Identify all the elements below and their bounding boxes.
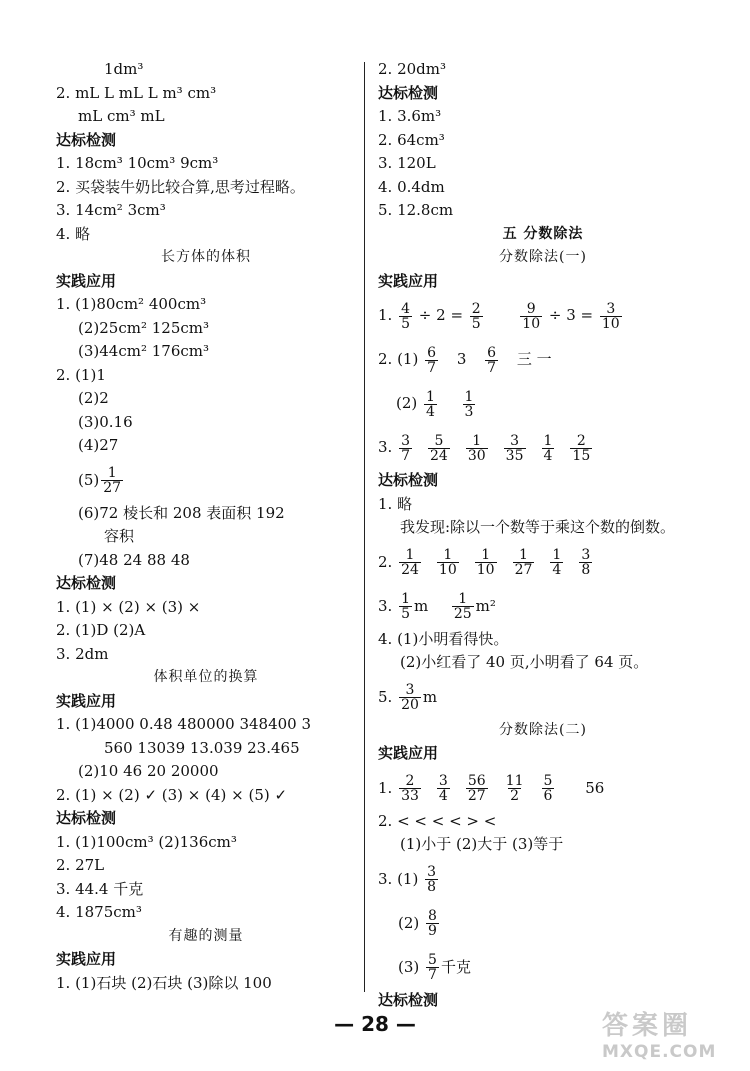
numerator: 11 <box>505 773 524 789</box>
answer-line <box>378 766 708 810</box>
fraction <box>550 548 563 577</box>
numerator: 5 <box>428 952 437 968</box>
item-label: (2) <box>396 394 418 412</box>
numerator: 4 <box>401 300 411 317</box>
answer-line: 2. mL L mL L m³ cm³ <box>56 83 217 102</box>
page-number: — 28 — <box>334 1012 416 1036</box>
fraction <box>579 548 592 577</box>
answer-line <box>378 584 708 628</box>
answer-line: (6)72 棱长和 208 表面积 192 <box>78 503 285 522</box>
answer-line: 2. (1) × (2) ✓ (3) × (4) × (5) ✓ <box>56 785 288 804</box>
denominator: 5 <box>401 315 411 332</box>
answer-line: 1. 3.6m³ <box>378 107 442 125</box>
denominator: 20 <box>401 697 419 713</box>
answer-line: 3. 120L <box>378 154 436 172</box>
answer-line: (1)小于 (2)大于 (3)等于 <box>400 835 564 853</box>
item-label: (5) <box>78 470 100 489</box>
answer-line: 2. 20dm³ <box>378 60 447 78</box>
item-number: 2. <box>378 552 393 571</box>
answer-value: 3 <box>456 350 467 368</box>
item-number: 1. <box>378 306 393 324</box>
fraction <box>466 434 488 463</box>
item-label: (2) <box>398 913 420 932</box>
denominator: 7 <box>428 967 437 983</box>
fraction <box>425 346 438 375</box>
answer-line: 3. 44.4 千克 <box>56 879 144 898</box>
denominator: 24 <box>430 447 448 464</box>
answer-line <box>378 857 708 901</box>
answer-line <box>378 293 708 337</box>
numerator: 3 <box>405 682 415 698</box>
answer-line: 1dm³ <box>104 60 144 78</box>
answer-line <box>378 381 708 425</box>
section-heading: 达标检测 <box>378 990 439 1009</box>
section-heading: 实践应用 <box>378 271 439 290</box>
fraction <box>425 865 438 894</box>
denominator: 25 <box>453 606 472 622</box>
right-column <box>378 58 708 1012</box>
section-heading: 达标检测 <box>56 574 117 592</box>
answer-line: 2. < < < < > < <box>378 811 497 830</box>
unit: m <box>414 596 429 615</box>
answer-line: 1. (1)100cm³ (2)136cm³ <box>56 832 237 851</box>
answer-line: (2)10 46 20 20000 <box>78 762 219 780</box>
answer-line: (2)小红看了 40 页,小明看了 64 页。 <box>400 653 649 671</box>
numerator: 2 <box>576 432 586 449</box>
lesson-title: 长方体的体积 <box>161 249 251 265</box>
numerator: 1 <box>401 591 411 607</box>
fraction <box>399 592 412 621</box>
denominator: 3 <box>464 403 474 420</box>
numerator: 1 <box>481 547 491 563</box>
answer-line: 1. 18cm³ 10cm³ 9cm³ <box>56 154 219 172</box>
denominator: 10 <box>438 562 457 578</box>
fraction <box>424 390 437 419</box>
answer-line: 2. 64cm³ <box>378 130 445 149</box>
answer-line: 3. 2dm <box>56 644 109 663</box>
fraction <box>600 302 622 331</box>
answer-line: (4)27 <box>78 436 119 454</box>
watermark-text: 答案圈 <box>602 1011 693 1041</box>
fraction <box>542 434 555 463</box>
watermark-url: MXQE.COM <box>602 1042 717 1062</box>
fraction <box>470 302 483 331</box>
answer-line: 2. (1)D (2)A <box>56 621 146 639</box>
fraction <box>399 683 421 712</box>
numerator: 3 <box>606 300 616 317</box>
numerator: 1 <box>458 591 468 607</box>
fraction <box>475 548 497 577</box>
item-number: 3. <box>378 596 393 615</box>
numerator: 9 <box>526 300 536 317</box>
section-heading: 达标检测 <box>378 83 439 102</box>
answer-line: 2. 买袋装牛奶比较合算,思考过程略。 <box>56 177 305 196</box>
numerator: 1 <box>519 547 528 563</box>
operator: ÷ 2 = <box>418 306 464 324</box>
denominator: 9 <box>428 923 437 939</box>
answer-line <box>378 901 708 945</box>
answer-line: (7)48 24 88 48 <box>78 550 190 569</box>
denominator: 15 <box>572 447 591 464</box>
answer-line <box>378 540 708 584</box>
item-label: (3) <box>398 957 420 976</box>
denominator: 27 <box>514 562 533 578</box>
section-heading: 实践应用 <box>56 271 117 290</box>
item-number: 5. <box>378 687 393 706</box>
answer-line <box>56 458 356 502</box>
item-number: 3. (1) <box>378 869 419 888</box>
answer-line: 1. (1)4000 0.48 480000 348400 3 <box>56 715 312 733</box>
answer-line: 5. 12.8cm <box>378 201 454 219</box>
answer-line: 3. 14cm² 3cm³ <box>56 201 166 219</box>
left-column <box>56 58 356 995</box>
answer-line: 4. 0.4dm <box>378 177 445 196</box>
numerator: 1 <box>552 547 562 563</box>
section-heading: 达标检测 <box>56 809 117 827</box>
numerator: 1 <box>472 432 482 449</box>
denominator: 33 <box>401 788 419 804</box>
answer-line: 560 13039 13.039 23.465 <box>104 738 300 757</box>
denominator: 8 <box>427 879 437 895</box>
lesson-title: 分数除法(一) <box>499 249 587 265</box>
fraction-list <box>397 547 606 578</box>
fraction <box>399 548 421 577</box>
answer-line: 1. (1)石块 (2)石块 (3)除以 100 <box>56 973 272 992</box>
denominator: 4 <box>426 403 435 420</box>
numerator: 3 <box>581 547 591 563</box>
numerator: 1 <box>443 547 453 563</box>
answer-line: mL cm³ mL <box>78 107 165 125</box>
numerator: 56 <box>467 773 486 789</box>
numerator: 8 <box>428 908 437 924</box>
fraction <box>520 302 542 331</box>
answer-line <box>378 337 708 381</box>
numerator: 1 <box>405 547 415 563</box>
answer-line: 容积 <box>104 527 135 545</box>
denominator: 5 <box>471 315 481 332</box>
lesson-title: 有趣的测量 <box>168 927 244 944</box>
fraction <box>504 774 526 803</box>
answer-line: 2. (1)1 <box>56 365 106 384</box>
denominator: 10 <box>601 315 620 332</box>
numerator: 2 <box>471 300 481 317</box>
fraction <box>485 346 498 375</box>
denominator: 35 <box>505 447 524 464</box>
answer-line: (3)0.16 <box>78 412 133 431</box>
numerator: 6 <box>487 344 497 361</box>
numerator: 1 <box>543 432 553 449</box>
fraction <box>513 548 535 577</box>
answer-line <box>378 945 708 989</box>
item-number: 2. (1) <box>378 350 419 368</box>
numerator: 1 <box>464 388 474 405</box>
item-number: 1. <box>378 778 393 797</box>
fraction <box>101 466 123 495</box>
fraction-list <box>397 773 568 804</box>
answer-line: 1. (1) × (2) × (3) × <box>56 597 201 616</box>
lesson-title: 体积单位的换算 <box>153 669 259 685</box>
denominator: 10 <box>476 562 495 578</box>
answer-line: 1. 略 <box>378 494 413 513</box>
answer-line: 4. 略 <box>56 224 91 243</box>
denominator: 10 <box>522 315 541 332</box>
denominator: 5 <box>401 606 411 622</box>
numerator: 3 <box>438 773 448 789</box>
denominator: 2 <box>510 788 520 804</box>
denominator: 4 <box>438 788 448 804</box>
fraction <box>426 909 439 938</box>
answer-line: 4. (1)小明看得快。 <box>378 629 509 648</box>
lesson-title: 分数除法(二) <box>499 721 587 738</box>
answer-line: (2)2 <box>78 389 109 407</box>
unit: m² <box>475 596 496 615</box>
section-heading: 实践应用 <box>56 691 117 710</box>
column-divider <box>364 62 365 992</box>
fraction <box>437 774 450 803</box>
fraction-list <box>397 432 606 464</box>
denominator: 30 <box>467 447 486 464</box>
fraction <box>426 953 439 982</box>
denominator: 27 <box>467 788 486 804</box>
fraction <box>463 390 476 419</box>
numerator: 1 <box>426 388 435 405</box>
answer-line <box>378 425 708 469</box>
numerator: 1 <box>107 465 117 481</box>
fraction <box>399 302 412 331</box>
denominator: 8 <box>581 562 591 578</box>
section-heading: 实践应用 <box>378 744 439 762</box>
answer-line: 4. 1875cm³ <box>56 903 142 921</box>
denominator: 27 <box>103 480 122 496</box>
answer-value: 三 一 <box>516 350 552 368</box>
numerator: 3 <box>427 864 437 880</box>
fraction <box>504 434 526 463</box>
answer-value: 56 <box>585 778 605 797</box>
unit-title: 五 分数除法 <box>502 225 584 242</box>
numerator: 3 <box>510 432 520 449</box>
numerator: 6 <box>427 344 437 361</box>
answer-line: (3)44cm² 176cm³ <box>78 342 210 360</box>
denominator: 7 <box>487 359 497 376</box>
section-heading: 实践应用 <box>56 950 117 968</box>
fraction <box>428 434 450 463</box>
answer-line: 我发现:除以一个数等于乘这个数的倒数。 <box>400 518 676 536</box>
operator: ÷ 3 = <box>548 306 594 324</box>
fraction <box>399 434 412 463</box>
denominator: 4 <box>543 447 553 464</box>
section-heading: 达标检测 <box>56 130 117 149</box>
fraction <box>452 592 474 621</box>
fraction <box>399 774 421 803</box>
numerator: 2 <box>405 773 415 789</box>
numerator: 3 <box>401 432 411 449</box>
fraction <box>570 434 592 463</box>
denominator: 24 <box>401 562 419 578</box>
item-number: 3. <box>378 438 393 456</box>
fraction <box>466 774 488 803</box>
unit: m <box>422 687 438 706</box>
denominator: 7 <box>427 359 437 376</box>
section-heading: 达标检测 <box>378 471 439 489</box>
answer-line: (2)25cm² 125cm³ <box>78 318 210 337</box>
answer-line: 2. 27L <box>56 856 105 874</box>
denominator: 7 <box>401 447 411 464</box>
answer-line <box>378 675 708 719</box>
denominator: 4 <box>552 562 562 578</box>
numerator: 5 <box>543 773 553 789</box>
answer-line: 1. (1)80cm² 400cm³ <box>56 295 207 313</box>
fraction <box>437 548 459 577</box>
denominator: 6 <box>543 788 553 804</box>
unit: 千克 <box>440 957 471 976</box>
fraction <box>542 774 555 803</box>
watermark-logo <box>602 1005 742 1065</box>
numerator: 5 <box>434 432 444 449</box>
